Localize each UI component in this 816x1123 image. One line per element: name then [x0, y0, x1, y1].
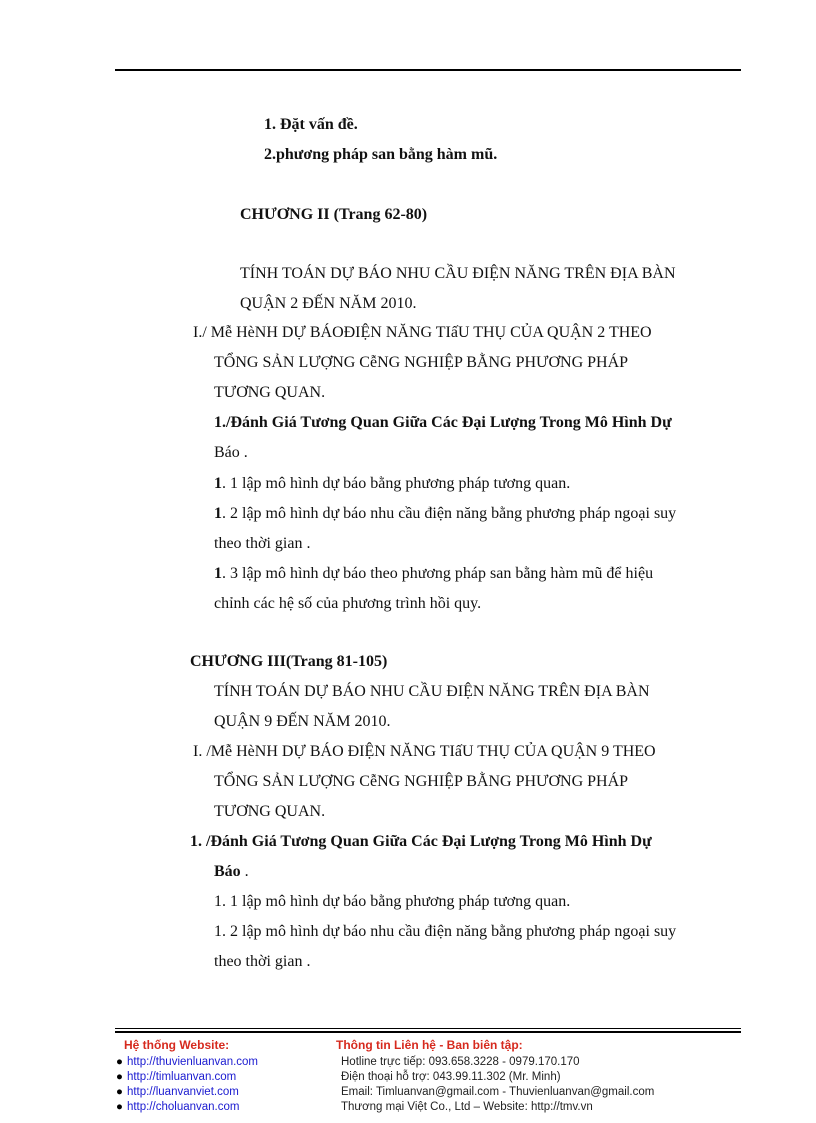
chapter-3-title-line-2: QUẬN 9 ĐẾN NĂM 2010.	[214, 713, 391, 730]
section-1-heading-line-2: TỔNG SẢN LƯỢNG CễNG NGHIỆP BẰNG PHƯƠNG PHÁP	[214, 354, 629, 371]
link-choluanvan[interactable]: http://choluanvan.com	[126, 1101, 240, 1113]
subsection-heading-line-2: Báo .	[214, 444, 248, 461]
chapter-3-title-line-1: TÍNH TOÁN DỰ BÁO NHU CẦU ĐIỆN NĂNG TRÊN ĐỊA BÀN	[214, 683, 650, 700]
subsection-heading-line-1: 1./Đánh Giá Tương Quan Giữa Các Đại Lượng Trong Mô Hình Dự	[214, 414, 672, 431]
list-item-1-text: 1. Đặt vấn đề.	[264, 116, 358, 133]
section-3-heading-line-2: TỔNG SẢN LƯỢNG CễNG NGHIỆP BẰNG PHƯƠNG PHÁP	[214, 773, 629, 790]
item-1-3-number: 1	[214, 565, 222, 582]
section-3-heading-line-3: TƯƠNG QUAN.	[214, 803, 326, 820]
bullet-icon: ●	[116, 1086, 123, 1098]
chapter-3-heading: CHƯƠNG III(Trang 81-105)	[190, 653, 388, 670]
footer-contact-title: Thông tin Liên hệ - Ban biên tập:	[336, 1038, 523, 1052]
link-timluanvan[interactable]: http://timluanvan.com	[126, 1071, 237, 1083]
footer-link-item	[116, 1100, 239, 1115]
list-item-1	[264, 115, 358, 135]
footer-rule-thin	[115, 1028, 741, 1029]
item-3-2-cont: theo thời gian .	[214, 953, 311, 970]
section-1-heading-line-1: I./ Mễ HèNH DỰ BÁOĐIỆN NĂNG TIấU THỤ CỦA QUẬN 2 THEO	[193, 324, 652, 341]
item-1-3	[214, 564, 653, 584]
item-1-1	[214, 474, 570, 494]
footer-website-title: Hệ thống Website:	[124, 1038, 230, 1052]
footer-company: Thương mại Việt Co., Ltd – Website: http://tmv.vn	[341, 1101, 593, 1113]
item-1-3-cont: chỉnh các hệ số của phương trình hồi quy.	[214, 595, 482, 612]
item-1-2-number: 1	[214, 505, 222, 522]
footer-link-item	[116, 1055, 258, 1070]
chapter-2-title-line-2: QUẬN 2 ĐẾN NĂM 2010.	[240, 295, 417, 312]
link-luanvanviet[interactable]: http://luanvanviet.com	[126, 1086, 239, 1098]
link-thuvienluanvan[interactable]: http://thuvienluanvan.com	[126, 1056, 259, 1068]
header-rule	[115, 69, 741, 71]
section-3-heading-line-1: I. /Mễ HèNH DỰ BÁO ĐIỆN NĂNG TIấU THỤ CỦA QUẬN 9 THEO	[193, 743, 656, 760]
item-1-2-cont: theo thời gian .	[214, 535, 311, 552]
bullet-icon: ●	[116, 1056, 123, 1068]
bullet-icon: ●	[116, 1101, 123, 1113]
item-1-2	[214, 504, 676, 524]
subsection-3-bold: Báo	[214, 863, 241, 880]
item-1-2-text: . 2 lập mô hình dự báo nhu cầu điện năng bằng phương pháp ngoại suy	[222, 505, 677, 522]
subsection-3-heading-line-2	[214, 862, 249, 882]
item-1-1-text: . 1 lập mô hình dự báo bằng phương pháp tương quan.	[222, 475, 571, 492]
subsection-3-heading-line-1: 1. /Đánh Giá Tương Quan Giữa Các Đại Lượng Trong Mô Hình Dự	[190, 833, 652, 850]
footer-link-item	[116, 1085, 239, 1100]
subsection-3-rest: .	[240, 863, 249, 880]
list-item-2: 2.phương pháp san bằng hàm mũ.	[264, 146, 498, 163]
footer-email: Email: Timluanvan@gmail.com - Thuvienluanvan@gmail.com	[341, 1086, 655, 1098]
footer-phone: Điện thoại hỗ trợ: 043.99.11.302 (Mr. Minh)	[341, 1071, 561, 1083]
footer-rule-thick	[115, 1031, 741, 1033]
chapter-2-title-line-1: TÍNH TOÁN DỰ BÁO NHU CẦU ĐIỆN NĂNG TRÊN ĐỊA BÀN	[240, 265, 676, 282]
item-1-3-text: . 3 lập mô hình dự báo theo phương pháp san bằng hàm mũ để hiệu	[222, 565, 654, 582]
item-1-1-number: 1	[214, 475, 222, 492]
bullet-icon: ●	[116, 1071, 123, 1083]
section-1-heading-line-3: TƯƠNG QUAN.	[214, 384, 326, 401]
item-3-2: 1. 2 lập mô hình dự báo nhu cầu điện năng bằng phương pháp ngoại suy	[214, 923, 677, 940]
chapter-2-heading: CHƯƠNG II (Trang 62-80)	[240, 206, 428, 223]
item-3-1: 1. 1 lập mô hình dự báo bằng phương pháp tương quan.	[214, 893, 571, 910]
footer-hotline: Hotline trực tiếp: 093.658.3228 - 0979.170.170	[341, 1056, 580, 1068]
footer-link-item	[116, 1070, 236, 1085]
